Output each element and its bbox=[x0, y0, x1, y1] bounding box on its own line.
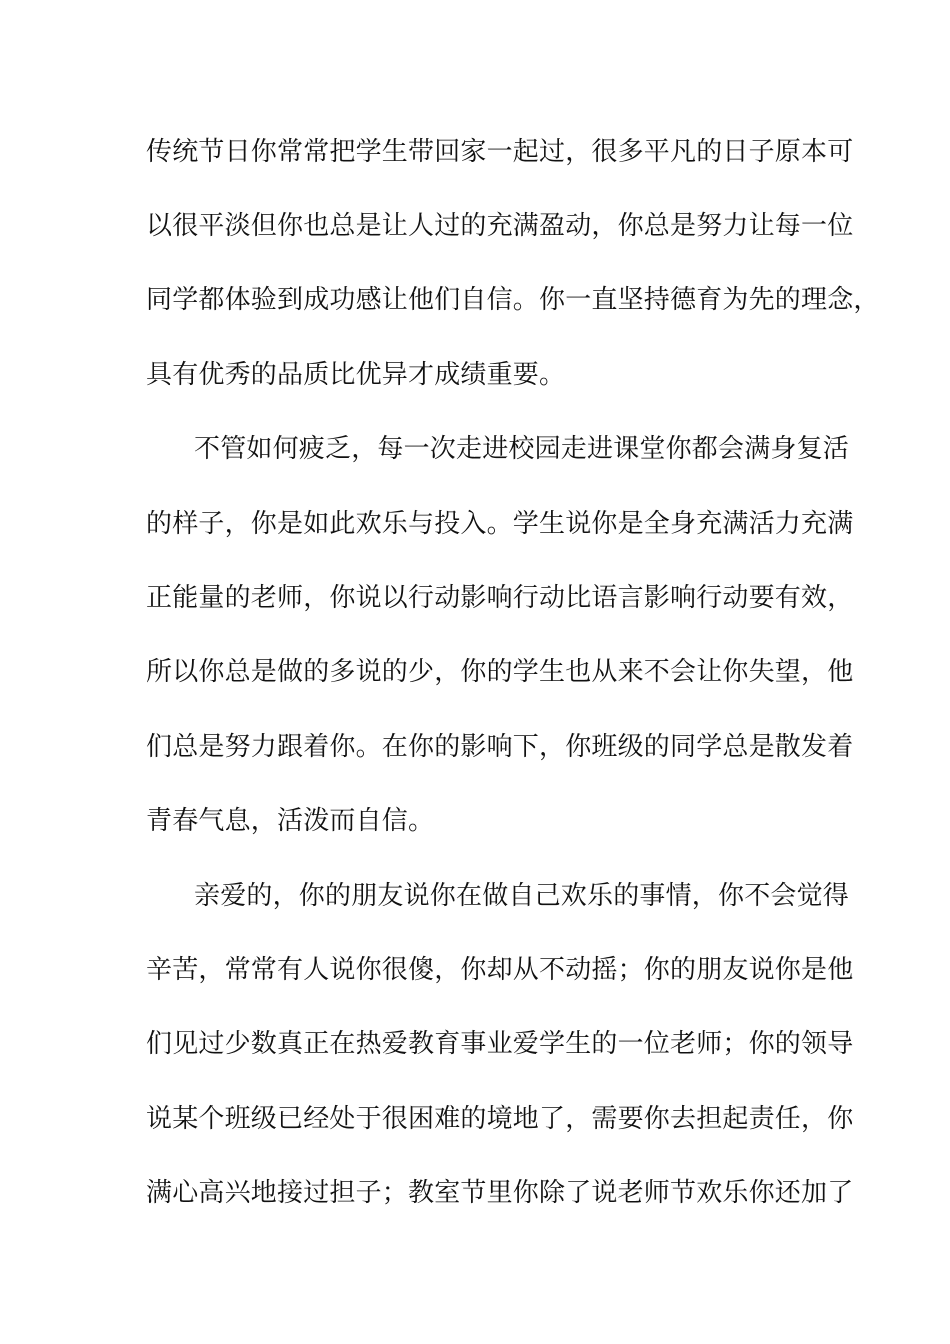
paragraph-line: 辛苦，常常有人说你很傻，你却从不动摇；你的朋友说你是他 bbox=[146, 955, 854, 985]
paragraph-line: 说某个班级已经处于很困难的境地了，需要你去担起责任，你 bbox=[146, 1104, 854, 1134]
paragraph-line: 青春气息，活泼而自信。 bbox=[146, 806, 435, 836]
paragraph-first-line: 不管如何疲乏，每一次走进校园走进课堂你都会满身复活 bbox=[194, 434, 850, 464]
paragraph-line: 满心高兴地接过担子；教室节里你除了说老师节欢乐你还加了 bbox=[146, 1178, 854, 1208]
paragraph-line: 同学都体验到成功感让他们自信。你一直坚持德育为先的理念， bbox=[146, 285, 880, 315]
paragraph-line: 的样子，你是如此欢乐与投入。学生说你是全身充满活力充满 bbox=[146, 509, 854, 539]
paragraph-line: 具有优秀的品质比优异才成绩重要。 bbox=[146, 360, 566, 390]
paragraph-line: 以很平淡但你也总是让人过的充满盈动，你总是努力让每一位 bbox=[146, 211, 854, 241]
paragraph-line: 正能量的老师，你说以行动影响行动比语言影响行动要有效， bbox=[146, 583, 854, 613]
paragraph-first-line: 亲爱的，你的朋友说你在做自己欢乐的事情，你不会觉得 bbox=[194, 881, 850, 911]
paragraph-line: 所以你总是做的多说的少，你的学生也从来不会让你失望，他 bbox=[146, 657, 854, 687]
paragraph-line: 传统节日你常常把学生带回家一起过，很多平凡的日子原本可 bbox=[146, 137, 854, 167]
paragraph-line: 们总是努力跟着你。在你的影响下，你班级的同学总是散发着 bbox=[146, 732, 854, 762]
paragraph-line: 们见过少数真正在热爱教育事业爱学生的一位老师；你的领导 bbox=[146, 1029, 854, 1059]
